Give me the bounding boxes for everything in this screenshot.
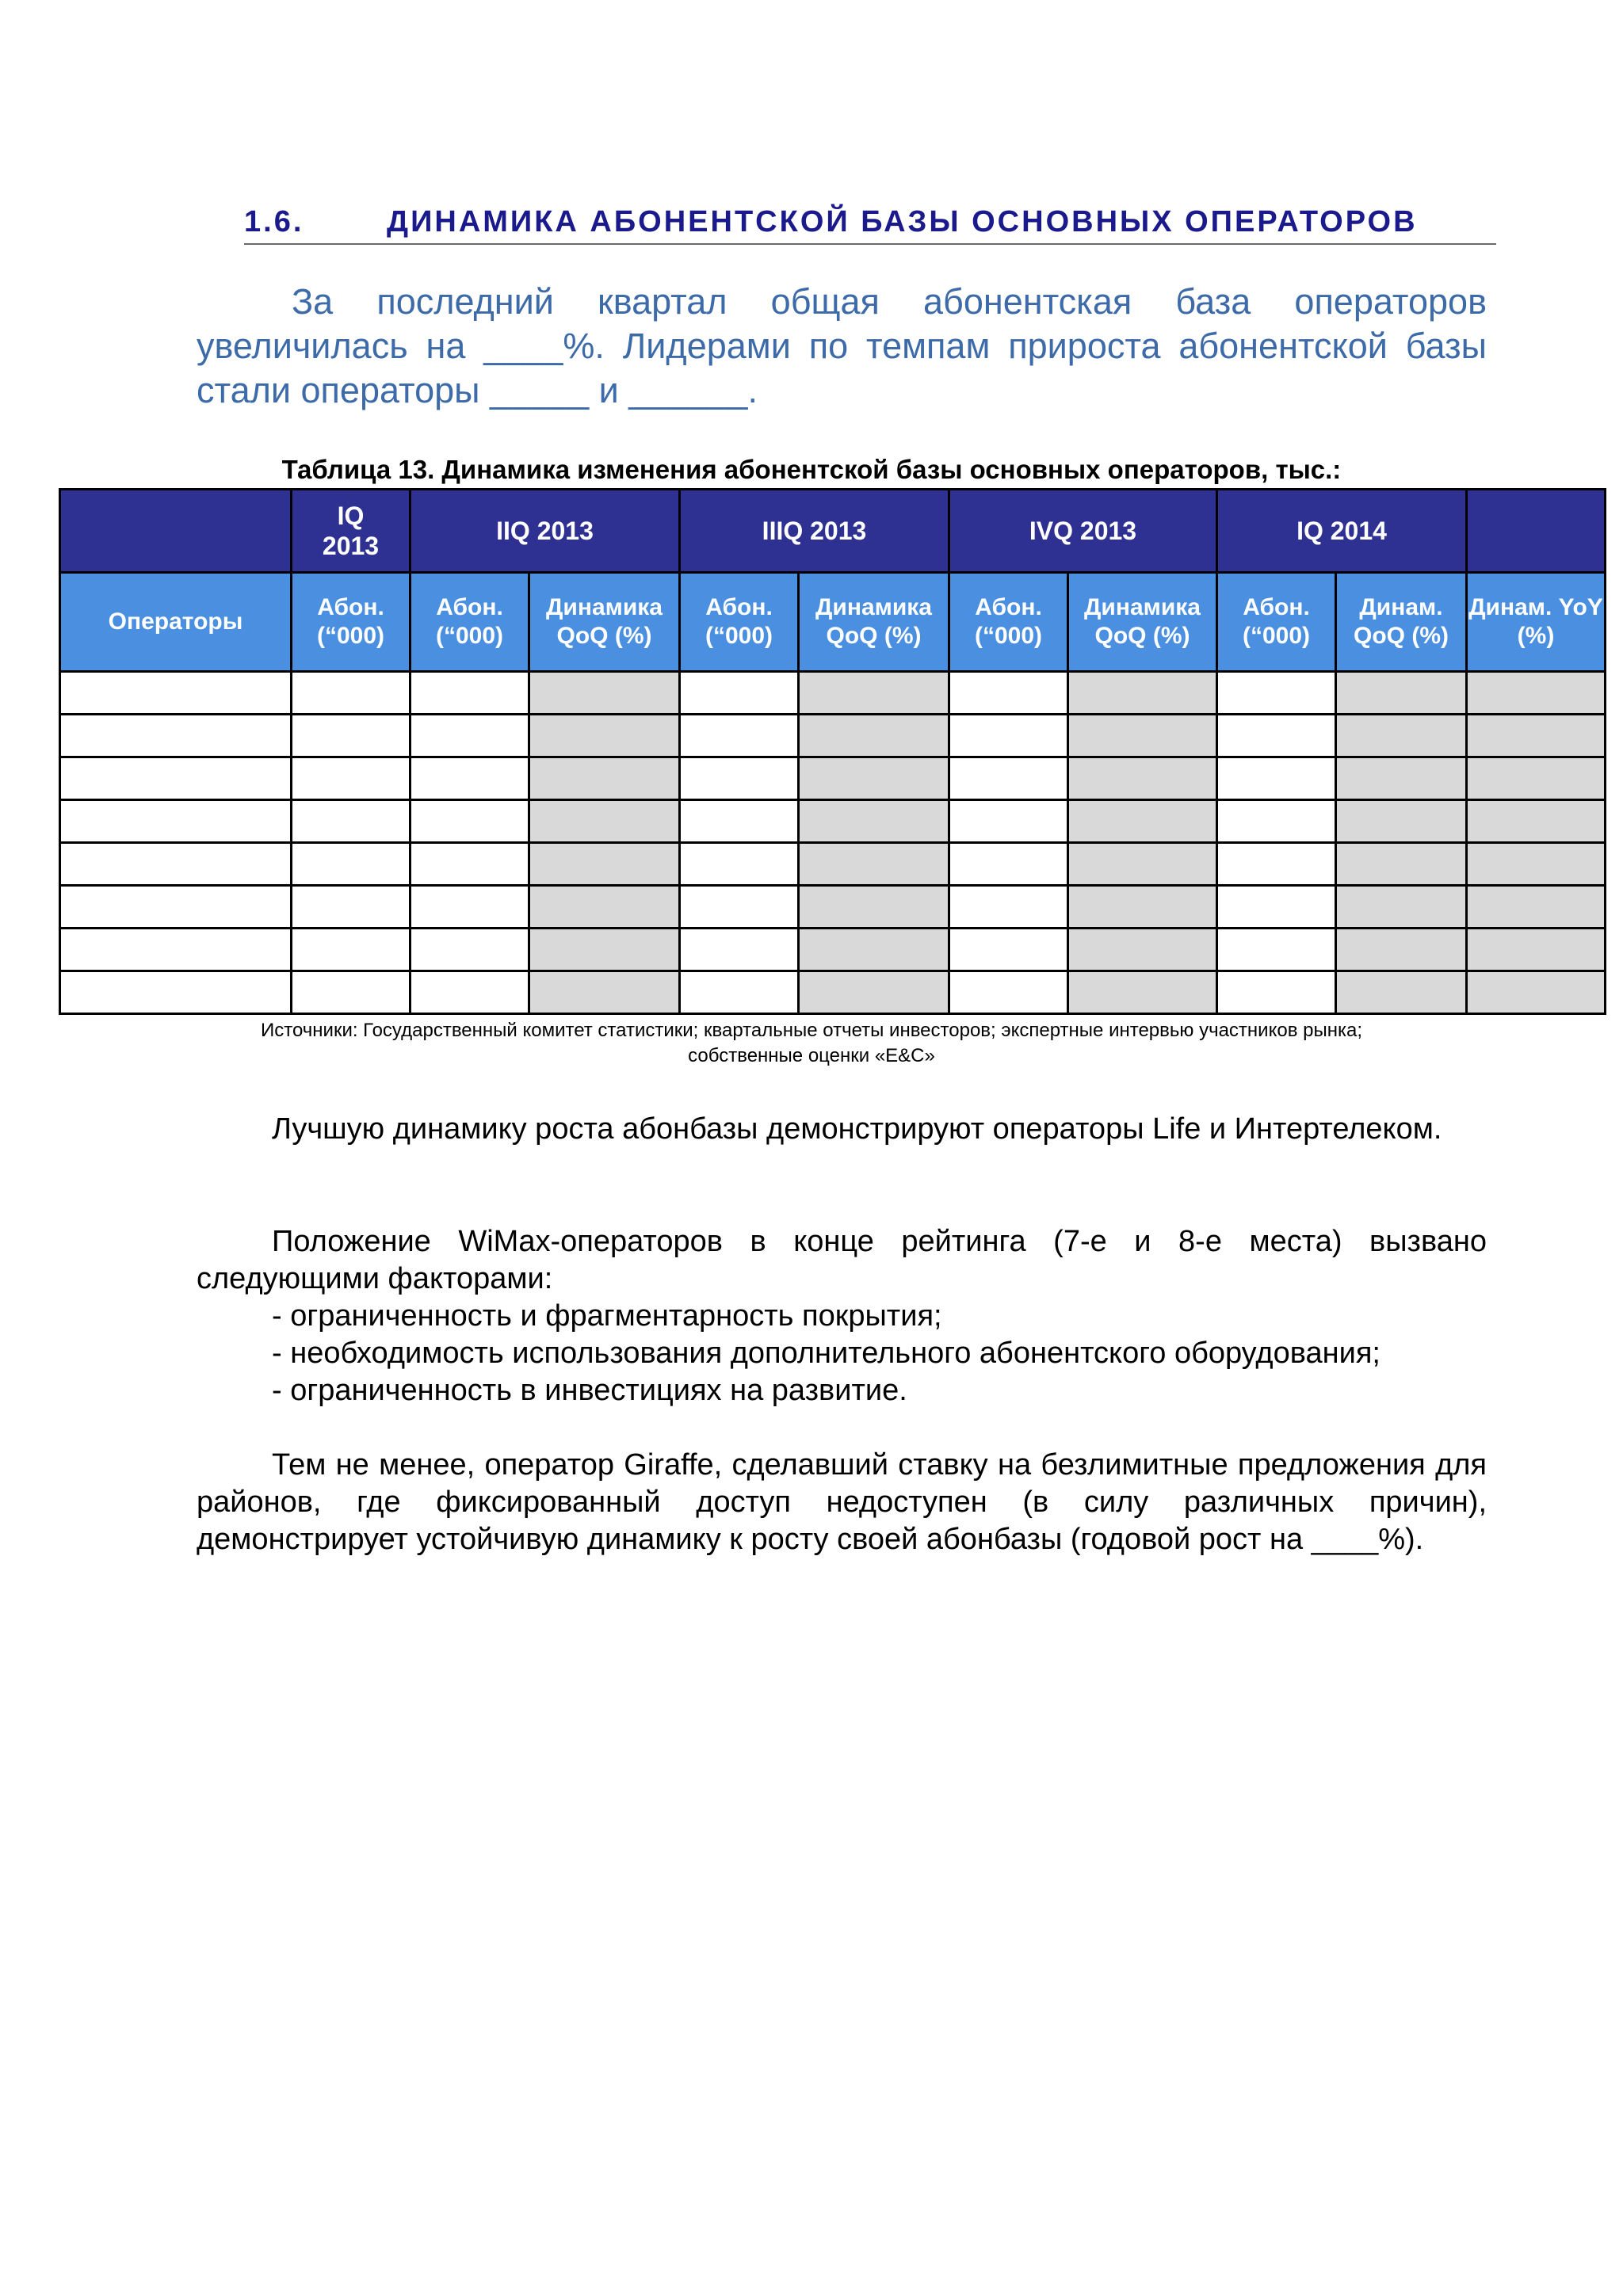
table-cell [1217, 800, 1336, 843]
table-cell [292, 800, 411, 843]
subscriber-dynamics-table [59, 488, 1606, 1015]
table-cell [411, 971, 529, 1014]
source-line-2: собственные оценки «E&C» [688, 1045, 935, 1066]
table-cell-shaded [1336, 971, 1467, 1014]
period-header-iq2014: IQ 2014 [1217, 490, 1467, 573]
col-header-yoy: Динам. YoY (%) [1467, 573, 1606, 672]
period-header-ivq2013: IVQ 2013 [949, 490, 1217, 573]
table-cell-shaded [1467, 843, 1606, 886]
table-cell-shaded [1467, 929, 1606, 971]
table-cell-shaded [529, 886, 680, 929]
table-cell-shaded [1336, 929, 1467, 971]
table-cell-shaded [799, 886, 949, 929]
table-row [60, 971, 1606, 1014]
table-cell [949, 886, 1068, 929]
table-cell [680, 757, 799, 800]
section-heading [244, 202, 1496, 245]
col-header-qoq-short: Динам. QoQ (%) [1336, 573, 1467, 672]
col-header-subs: Абон. (“000) [680, 573, 799, 672]
table-cell-shaded [1068, 672, 1217, 715]
section-title: ДИНАМИКА АБОНЕНТСКОЙ БАЗЫ ОСНОВНЫХ ОПЕРАТОРОВ [387, 205, 1418, 238]
table-cell [680, 929, 799, 971]
table-cell [411, 757, 529, 800]
table-cell-shaded [1336, 886, 1467, 929]
col-header-subs: Абон. (“000) [292, 573, 411, 672]
col-header-subs: Абон. (“000) [1217, 573, 1336, 672]
table-cell [411, 672, 529, 715]
table-cell [949, 672, 1068, 715]
table-cell-shaded [529, 800, 680, 843]
table-cell-shaded [529, 843, 680, 886]
table-cell-shaded [529, 929, 680, 971]
table-cell [680, 800, 799, 843]
section-number: 1.6. [244, 205, 304, 238]
table-cell [680, 672, 799, 715]
col-header-subs: Абон. (“000) [411, 573, 529, 672]
intro-paragraph: За последний квартал общая абонентская база операторов увеличилась на ____%. Лидерами по темпам прироста абонентской базы стали операторы _____ и ______. [197, 281, 1487, 410]
operator-cell [60, 929, 292, 971]
bullet-item: - необходимость использования дополнительного абонентского оборудования; [272, 1337, 1381, 1370]
table-cell-shaded [1068, 886, 1217, 929]
table-row [60, 715, 1606, 757]
header-blank-cell [60, 490, 292, 573]
table-row [60, 843, 1606, 886]
table-cell [1217, 929, 1336, 971]
table-cell [1217, 672, 1336, 715]
table-cell [949, 800, 1068, 843]
col-header-qoq: Динамика QoQ (%) [799, 573, 949, 672]
table-column-header-row [60, 573, 1606, 672]
table-cell-shaded [1467, 715, 1606, 757]
table-cell-shaded [1336, 757, 1467, 800]
table-cell [1217, 715, 1336, 757]
col-header-qoq: Динамика QoQ (%) [529, 573, 680, 672]
table-cell-shaded [1336, 715, 1467, 757]
paragraph-wimax: Положение WiMax-операторов в конце рейтинга (7-е и 8-е места) вызвано следующими факторами: [197, 1225, 1487, 1295]
table-cell [292, 715, 411, 757]
col-header-operators: Операторы [60, 573, 292, 672]
table-cell [680, 843, 799, 886]
table-cell-shaded [1467, 971, 1606, 1014]
period-header-iiiq2013: IIIQ 2013 [680, 490, 949, 573]
operator-cell [60, 757, 292, 800]
table-cell [1217, 886, 1336, 929]
table-cell-shaded [529, 672, 680, 715]
table-row [60, 757, 1606, 800]
table-cell [949, 843, 1068, 886]
table-cell-shaded [1068, 715, 1217, 757]
paragraph-giraffe: Тем не менее, оператор Giraffe, сделавший ставку на безлимитные предложения для районов, где фиксированный доступ недоступен (в силу различных причин), демонстрирует устойчивую динамику к росту своей абонбазы (годовой рост на ____%). [197, 1448, 1487, 1556]
operator-cell [60, 800, 292, 843]
table-row [60, 886, 1606, 929]
table-cell [1217, 971, 1336, 1014]
table-cell [949, 715, 1068, 757]
table-cell [411, 886, 529, 929]
table-cell-shaded [1068, 757, 1217, 800]
table-cell [1217, 757, 1336, 800]
bullet-item: - ограниченность и фрагментарность покрытия; [272, 1299, 942, 1333]
table-cell [292, 843, 411, 886]
table-cell-shaded [1336, 672, 1467, 715]
table-cell [411, 843, 529, 886]
table-cell [680, 971, 799, 1014]
table-cell-shaded [1068, 843, 1217, 886]
operator-cell [60, 672, 292, 715]
table-cell-shaded [529, 971, 680, 1014]
col-header-qoq: Динамика QoQ (%) [1068, 573, 1217, 672]
table-cell-shaded [799, 843, 949, 886]
table-cell-shaded [799, 715, 949, 757]
table-cell [411, 929, 529, 971]
table-cell-shaded [1068, 971, 1217, 1014]
operator-cell [60, 971, 292, 1014]
operator-cell [60, 715, 292, 757]
table-cell-shaded [1068, 800, 1217, 843]
table-cell-shaded [799, 672, 949, 715]
table-cell-shaded [1467, 886, 1606, 929]
table-period-header-row [60, 490, 1606, 573]
table-cell-shaded [529, 757, 680, 800]
table-cell [949, 929, 1068, 971]
source-line-1: Источники: Государственный комитет статистики; квартальные отчеты инвесторов; экспертные интервью участников рынка; [260, 1020, 1363, 1041]
table-source-note [0, 1018, 1623, 1069]
table-row [60, 672, 1606, 715]
table-cell [1217, 843, 1336, 886]
period-header-iq2013: IQ 2013 [292, 490, 411, 573]
table-cell-shaded [1467, 672, 1606, 715]
table-cell-shaded [1068, 929, 1217, 971]
header-blank-cell [1467, 490, 1606, 573]
table-cell [949, 757, 1068, 800]
period-header-iiq2013: IIQ 2013 [411, 490, 680, 573]
col-header-subs: Абон. (“000) [949, 573, 1068, 672]
table-cell-shaded [1336, 843, 1467, 886]
bullet-item: - ограниченность в инвестициях на развитие. [272, 1374, 907, 1407]
table-cell [292, 757, 411, 800]
table-caption: Таблица 13. Динамика изменения абонентской базы основных операторов, тыс.: [281, 455, 1342, 484]
table-cell [292, 886, 411, 929]
table-cell-shaded [1336, 800, 1467, 843]
table-cell-shaded [1467, 757, 1606, 800]
table-cell [292, 929, 411, 971]
table-cell [292, 971, 411, 1014]
table-cell-shaded [1467, 800, 1606, 843]
operator-cell [60, 886, 292, 929]
table-cell [949, 971, 1068, 1014]
table-cell-shaded [799, 929, 949, 971]
table-cell-shaded [799, 800, 949, 843]
operator-cell [60, 843, 292, 886]
table-cell [680, 715, 799, 757]
paragraph-best-dynamics: Лучшую динамику роста абонбазы демонстрируют операторы Life и Интертелеком. [272, 1112, 1442, 1146]
table-row [60, 800, 1606, 843]
table-row [60, 929, 1606, 971]
table-cell-shaded [529, 715, 680, 757]
table-cell-shaded [799, 757, 949, 800]
table-cell [411, 800, 529, 843]
table-cell [292, 672, 411, 715]
table-cell [680, 886, 799, 929]
table-cell [411, 715, 529, 757]
table-cell-shaded [799, 971, 949, 1014]
